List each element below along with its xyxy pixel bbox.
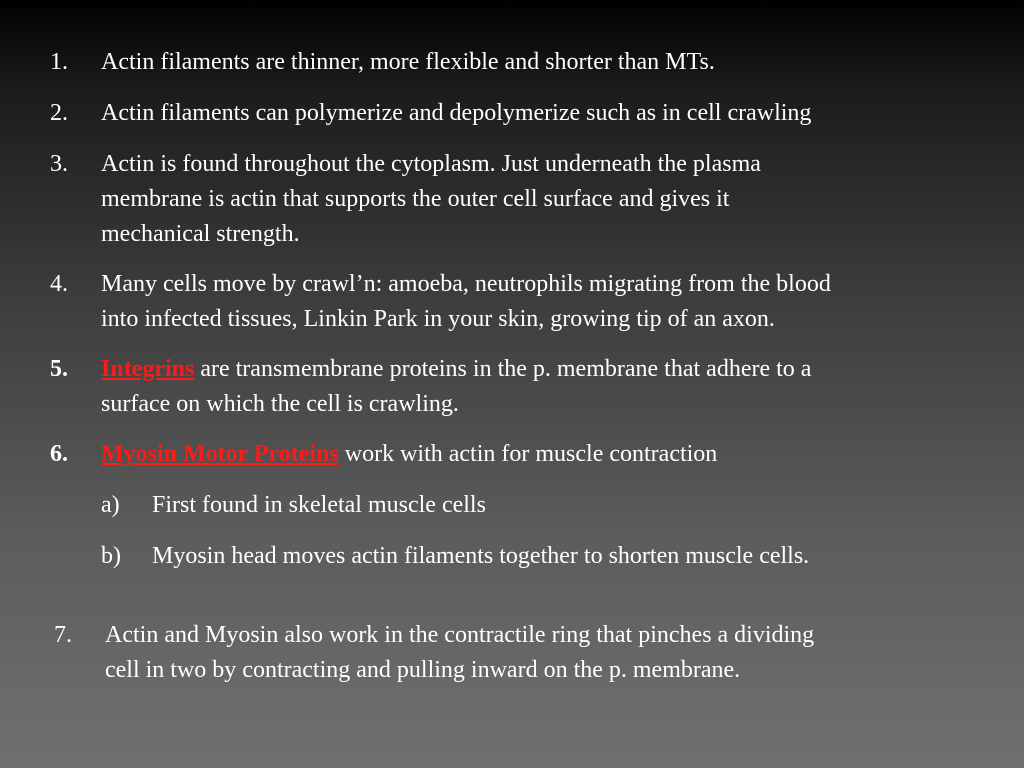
item-line: into infected tissues, Linkin Park in your skin, growing tip of an axon. — [101, 306, 775, 332]
item-line: Actin filaments can polymerize and depolymerize such as in cell crawling — [101, 100, 812, 126]
item-line: Actin filaments are thinner, more flexible and shorter than MTs. — [101, 49, 715, 75]
item-line: surface on which the cell is crawling. — [101, 391, 459, 417]
item-text — [101, 45, 715, 80]
item-text — [101, 147, 761, 252]
item-text — [101, 96, 811, 131]
item-text-rest: work with actin for muscle contraction — [338, 441, 718, 467]
item-line: membrane is actin that supports the outer cell surface and gives it — [101, 186, 730, 212]
sub-item-label: b) — [101, 543, 121, 569]
item-line — [101, 437, 717, 472]
item-line: Many cells move by crawl’n: amoeba, neutrophils migrating from the blood — [101, 271, 831, 297]
sub-item-label: a) — [101, 492, 120, 518]
item-line: cell in two by contracting and pulling inward on the p. membrane. — [105, 657, 741, 683]
item-text-rest: are transmembrane proteins in the p. membrane that adhere to a — [194, 356, 812, 382]
item-number: 7. — [54, 622, 72, 648]
sub-item-text: Myosin head moves actin filaments together to shorten muscle cells. — [152, 543, 810, 569]
item-text — [101, 352, 811, 422]
item-text — [105, 618, 814, 688]
sub-item-text: First found in skeletal muscle cells — [152, 492, 486, 518]
item-text — [101, 437, 717, 472]
item-number: 4. — [50, 271, 68, 297]
highlight-term-integrins: Integrins — [101, 356, 195, 382]
item-number: 3. — [50, 151, 68, 177]
item-line — [101, 352, 811, 387]
item-number: 1. — [50, 49, 68, 75]
item-number: 5. — [50, 356, 68, 382]
item-number: 2. — [50, 100, 68, 126]
item-line: Actin and Myosin also work in the contractile ring that pinches a dividing — [105, 622, 815, 648]
item-line: mechanical strength. — [101, 221, 300, 247]
highlight-term-myosin: Myosin Motor Proteins — [101, 441, 339, 467]
item-number: 6. — [50, 441, 68, 467]
item-text — [101, 267, 831, 337]
item-line: Actin is found throughout the cytoplasm. Just underneath the plasma — [101, 151, 761, 177]
